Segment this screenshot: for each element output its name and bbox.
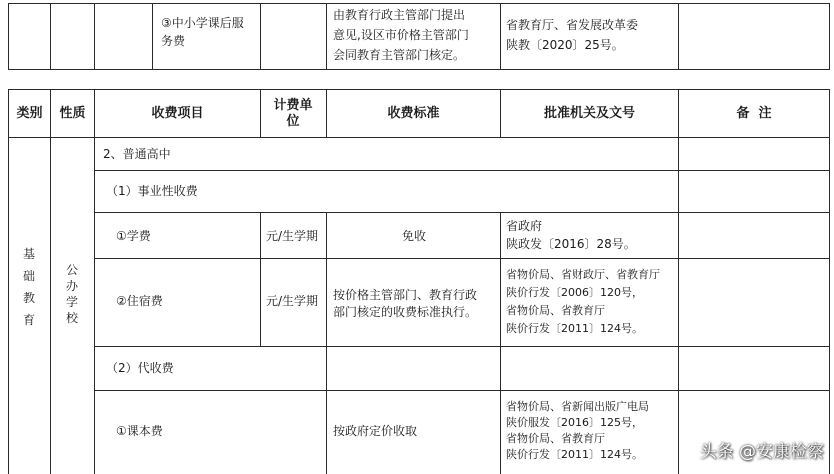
lodging-unit: 元/生学期 <box>266 294 319 308</box>
textbook-approval-line-4: 陕价行发〔2011〕124号。 <box>506 448 643 461</box>
textbook-approval-line-1: 省物价局、省新闻出版广电局 <box>506 400 649 413</box>
lodging-approval-line-4: 陕价行发〔2011〕124号。 <box>506 322 643 335</box>
textbook-approval-line-2: 陕价服发〔2016〕125号， <box>506 416 643 429</box>
watermark: 头条 @安康检察 <box>699 442 824 462</box>
header-unit: 计费单位 <box>273 97 313 129</box>
lodging-item: ②住宿费 <box>116 294 163 308</box>
section-agency-fees: （2）代收费 <box>106 361 174 375</box>
header-nature: 性质 <box>59 105 86 121</box>
header-category: 类别 <box>16 105 43 121</box>
top-item-line-2: 务费 <box>161 34 186 48</box>
tuition-unit: 元/生学期 <box>266 229 319 243</box>
lodging-approval-line-2: 陕价行发〔2006〕120号， <box>506 286 643 299</box>
lodging-standard-line-1: 按价格主管部门、教育行政 <box>333 288 478 302</box>
top-standard-line-1: 由教育行政主管部门提出 <box>333 8 466 22</box>
category-label: 基础教育 <box>22 247 35 327</box>
section-public-fees: （1）事业性收费 <box>106 184 198 198</box>
section-high-school: 2、普通高中 <box>103 147 171 161</box>
top-standard-line-2: 意见,设区市价格主管部门 <box>333 28 469 42</box>
textbook-item: ①课本费 <box>116 424 163 438</box>
textbook-standard: 按政府定价收取 <box>333 424 418 438</box>
tuition-standard: 免收 <box>402 229 427 243</box>
lodging-approval-line-1: 省物价局、省财政厅、省教育厅 <box>506 268 660 281</box>
top-standard-line-3: 会同教育主管部门核定。 <box>333 48 466 62</box>
top-item-line-1: ③中小学课后服 <box>161 16 244 30</box>
tuition-approval-line-2: 陕政发〔2016〕28号。 <box>506 237 636 251</box>
header-approval: 批准机关及文号 <box>543 105 635 121</box>
header-item: 收费项目 <box>151 105 204 121</box>
header-standard: 收费标准 <box>387 105 440 121</box>
lodging-standard-line-2: 部门核定的收费标准执行。 <box>333 305 478 319</box>
nature-label: 公办学校 <box>65 263 78 325</box>
textbook-approval-line-3: 省物价局、省教育厅 <box>506 432 605 445</box>
top-approval-line-2: 陕教〔2020〕25号。 <box>506 38 624 52</box>
lodging-approval-line-3: 省物价局、省教育厅 <box>506 304 605 317</box>
header-remarks: 备 注 <box>736 105 772 121</box>
tuition-approval-line-1: 省政府 <box>506 219 543 233</box>
top-approval-line-1: 省教育厅、省发展改革委 <box>506 18 639 32</box>
tuition-item: ①学费 <box>116 229 151 243</box>
